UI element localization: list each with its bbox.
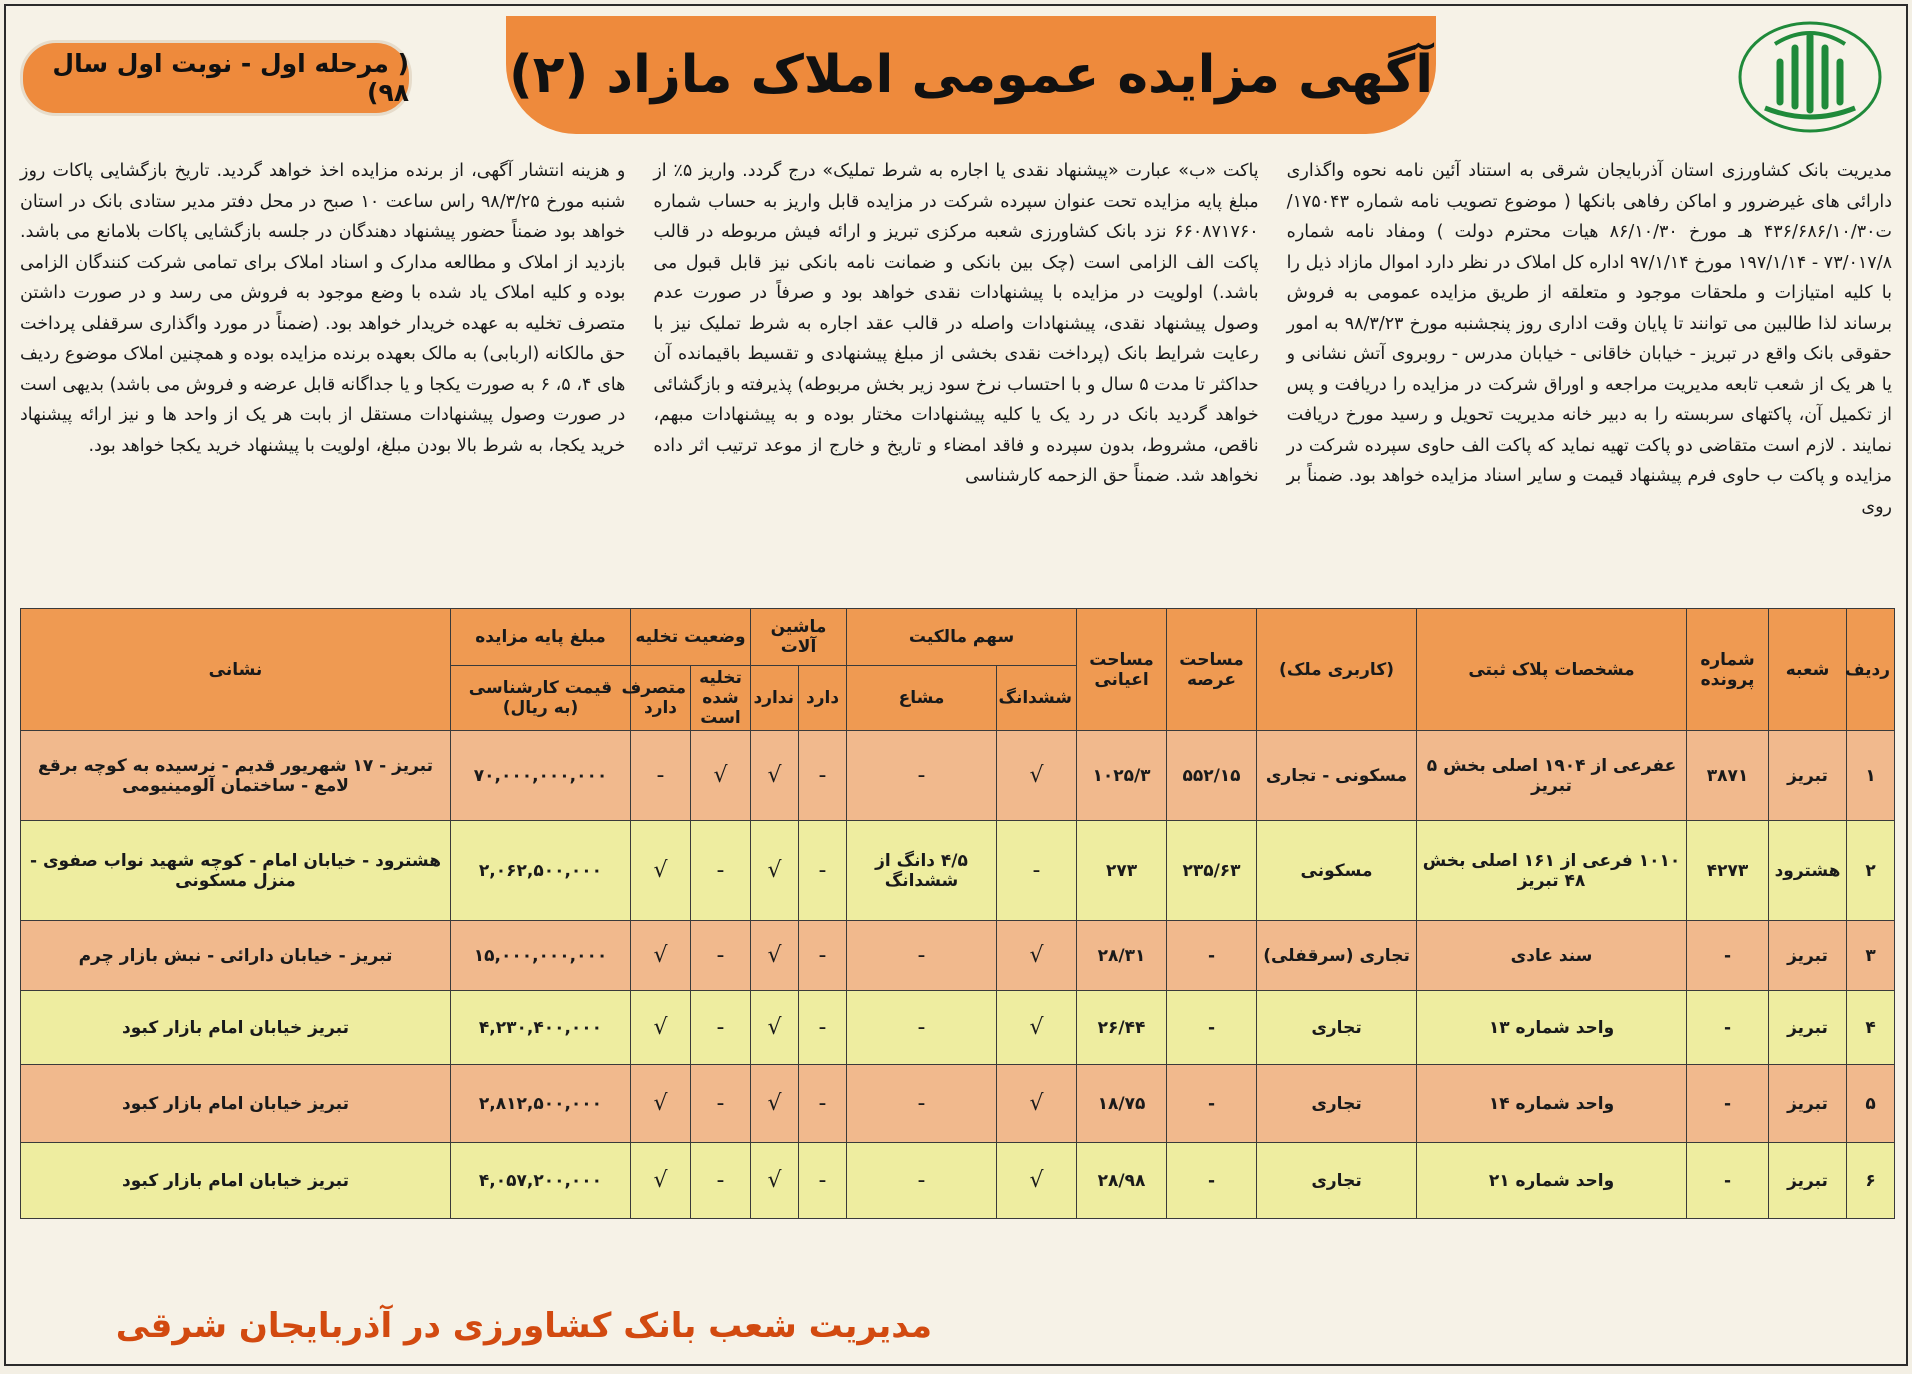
cell-karbari: تجاری	[1257, 1065, 1417, 1143]
cell-motasaref: -	[631, 731, 691, 821]
col-pelak: مشخصات پلاک ثبتی	[1417, 609, 1687, 731]
cell-shesh: √	[997, 731, 1077, 821]
cell-radif: ۱	[1847, 731, 1895, 821]
cell-darad: -	[799, 821, 847, 921]
col-mashin-darad: دارد	[799, 666, 847, 731]
table-row	[21, 1065, 1895, 1143]
col-mablagh: مبلغ پایه مزایده	[451, 609, 631, 666]
col-neshani: نشانی	[21, 609, 451, 731]
cell-parvande: ۳۸۷۱	[1687, 731, 1769, 821]
col-vaziat-motasaref: متصرف دارد	[631, 666, 691, 731]
header	[6, 6, 1906, 146]
cell-shobe: تبریز	[1769, 921, 1847, 991]
cell-pelak: عفرعی از ۱۹۰۴ اصلی بخش ۵ تبریز	[1417, 731, 1687, 821]
footer	[20, 1298, 1892, 1354]
cell-motasaref: √	[631, 1143, 691, 1219]
cell-nadarad: √	[751, 991, 799, 1065]
col-sahm-masha: مشاع	[847, 666, 997, 731]
cell-darad: -	[799, 731, 847, 821]
notice-title: آگهی مزایده عمومی املاک مازاد (۲)	[508, 45, 1434, 105]
col-vaziat-takhlie: تخلیه شده است	[691, 666, 751, 731]
cell-arse: -	[1167, 1065, 1257, 1143]
cell-ayani: ۱۰۲۵/۳	[1077, 731, 1167, 821]
auction-notice	[4, 4, 1908, 1366]
col-vaziat: وضعیت تخلیه	[631, 609, 751, 666]
cell-darad: -	[799, 1143, 847, 1219]
cell-ayani: ۲۶/۴۴	[1077, 991, 1167, 1065]
cell-motasaref: √	[631, 991, 691, 1065]
cell-shobe: هشترود	[1769, 821, 1847, 921]
cell-motasaref: √	[631, 1065, 691, 1143]
table-row	[21, 921, 1895, 991]
col-karbari: (کاربری ملک)	[1257, 609, 1417, 731]
cell-karbari: تجاری	[1257, 991, 1417, 1065]
col-radif: ردیف	[1847, 609, 1895, 731]
cell-shobe: تبریز	[1769, 991, 1847, 1065]
cell-mablagh: ۱۵,۰۰۰,۰۰۰,۰۰۰	[451, 921, 631, 991]
cell-radif: ۵	[1847, 1065, 1895, 1143]
cell-darad: -	[799, 921, 847, 991]
cell-shobe: تبریز	[1769, 1143, 1847, 1219]
cell-takhlie: -	[691, 1065, 751, 1143]
cell-parvande: -	[1687, 1143, 1769, 1219]
notice-body	[20, 156, 1892, 596]
body-column-1: مدیریت بانک کشاورزی استان آذربایجان شرقی به استناد آئین نامه نحوه واگذاری دارائی های غیرضرور و اماکن رفاهی بانکها ( موضوع تصویب نامه شماره ۱۷۵۰۴۳/ت۴۳۶/۶۸۶/۱۰/۳۰ هـ مورخ ۸۶/۱۰/۳۰ هیات محترم دولت ) ومفاد نامه شماره ۷۳/۰۱۷/۸ - ۱۹۷/۱/۱۴ مورخ ۹۷/۱/۱۴ اداره کل املاک در نظر دارد اموال مازاد ذیل را با کلیه امتیازات و ملحقات موجود و متعلقه از طریق مزایده عمومی به فروش برساند لذا طالبین می توانند تا پایان وقت اداری روز پنجشنبه مورخ ۹۸/۳/۲۳ به امور حقوقی بانک واقع در تبریز - خیابان خاقانی - خیابان مدرس - روبروی آتش نشانی و یا هر یک از شعب تابعه مدیریت مراجعه و اوراق شرکت در مزایده را دریافت و پس از تکمیل آن، پاکتهای سربسته را به دبیر خانه مدیریت تحویل و رسید مورخ دریافت نمایند . لازم است متقاضی دو پاکت تهیه نماید که پاکت الف حاوی سپرده شرکت در مزایده و پاکت ب حاوی فرم پیشنهاد قیمت و سایر اسناد مزایده خواهد بود. ضمناً بر روی	[1286, 161, 1892, 517]
cell-pelak: واحد شماره ۲۱	[1417, 1143, 1687, 1219]
table-row	[21, 731, 1895, 821]
stage-badge	[20, 40, 412, 116]
cell-karbari: تجاری	[1257, 1143, 1417, 1219]
cell-mablagh: ۲,۰۶۲,۵۰۰,۰۰۰	[451, 821, 631, 921]
cell-parvande: -	[1687, 991, 1769, 1065]
cell-shobe: تبریز	[1769, 731, 1847, 821]
cell-ayani: ۲۸/۹۸	[1077, 1143, 1167, 1219]
cell-ayani: ۲۷۳	[1077, 821, 1167, 921]
cell-ayani: ۱۸/۷۵	[1077, 1065, 1167, 1143]
col-arse: مساحت عرصه	[1167, 609, 1257, 731]
notice-title-banner	[506, 16, 1436, 134]
wheat-logo-icon	[1735, 18, 1885, 136]
cell-darad: -	[799, 1065, 847, 1143]
cell-takhlie: -	[691, 1143, 751, 1219]
cell-nadarad: √	[751, 1065, 799, 1143]
cell-neshani: تبریز خیابان امام بازار کبود	[21, 1143, 451, 1219]
cell-neshani: هشترود - خیابان امام - کوچه شهید نواب صفوی - منزل مسکونی	[21, 821, 451, 921]
cell-nadarad: √	[751, 821, 799, 921]
table-row	[21, 991, 1895, 1065]
cell-nadarad: √	[751, 921, 799, 991]
cell-parvande: -	[1687, 1065, 1769, 1143]
cell-radif: ۲	[1847, 821, 1895, 921]
col-sahm: سهم مالکیت	[847, 609, 1077, 666]
cell-arse: -	[1167, 921, 1257, 991]
cell-radif: ۴	[1847, 991, 1895, 1065]
cell-shesh: √	[997, 991, 1077, 1065]
cell-masha: -	[847, 1143, 997, 1219]
cell-shesh: √	[997, 921, 1077, 991]
col-mashin: ماشین آلات	[751, 609, 847, 666]
cell-nadarad: √	[751, 1143, 799, 1219]
cell-masha: -	[847, 991, 997, 1065]
table-row	[21, 821, 1895, 921]
cell-mablagh: ۴,۲۳۰,۴۰۰,۰۰۰	[451, 991, 631, 1065]
cell-shobe: تبریز	[1769, 1065, 1847, 1143]
cell-takhlie: √	[691, 731, 751, 821]
cell-pelak: ۱۰۱۰ فرعی از ۱۶۱ اصلی بخش ۴۸ تبریز	[1417, 821, 1687, 921]
cell-radif: ۳	[1847, 921, 1895, 991]
cell-mablagh: ۷۰,۰۰۰,۰۰۰,۰۰۰	[451, 731, 631, 821]
cell-mablagh: ۴,۰۵۷,۲۰۰,۰۰۰	[451, 1143, 631, 1219]
cell-karbari: مسکونی - تجاری	[1257, 731, 1417, 821]
cell-motasaref: √	[631, 821, 691, 921]
col-parvande: شماره پرونده	[1687, 609, 1769, 731]
cell-neshani: تبریز خیابان امام بازار کبود	[21, 991, 451, 1065]
col-mablagh-sub: قیمت کارشناسی (به ریال)	[451, 666, 631, 731]
cell-mablagh: ۲,۸۱۲,۵۰۰,۰۰۰	[451, 1065, 631, 1143]
properties-table	[20, 608, 1895, 1219]
cell-nadarad: √	[751, 731, 799, 821]
cell-takhlie: -	[691, 821, 751, 921]
col-mashin-nadarad: ندارد	[751, 666, 799, 731]
cell-shesh: -	[997, 821, 1077, 921]
cell-motasaref: √	[631, 921, 691, 991]
cell-pelak: واحد شماره ۱۳	[1417, 991, 1687, 1065]
cell-masha: -	[847, 1065, 997, 1143]
cell-karbari: مسکونی	[1257, 821, 1417, 921]
body-column-2: پاکت «ب» عبارت «پیشنهاد نقدی یا اجاره به شرط تملیک» درج گردد. واریز ۵٪ از مبلغ پایه مزایده تحت عنوان سپرده شرکت در مزایده قابل واریز به حساب شماره ۶۶۰۸۷۱۷۶۰ نزد بانک کشاورزی شعبه مرکزی تبریز و ارائه فیش مربوطه در قالب پاکت الف الزامی است (چک بین بانکی و ضمانت نامه بانکی نیز قابل قبول می باشد.) اولویت در مزایده با پیشنهادات نقدی خواهد بود و صرفاً در صورت عدم وصول پیشنهاد نقدی، پیشنهادات واصله در قالب عقد اجاره به شرط تملیک نیز با رعایت شرایط بانک (پرداخت نقدی بخشی از مبلغ پیشنهادی و تقسیط باقیمانده آن حداکثر تا مدت ۵ سال و با احتساب نرخ سود زیر بخش مربوطه) پذیرفته و بازگشائی خواهد گردید بانک در رد یک یا کلیه پیشنهادات مختار بوده و به پیشنهادات مبهم، ناقص، مشروط، بدون سپرده و فاقد امضاء و تاریخ و خارج از موعد ترتیب اثر داده نخواهد شد. ضمناً حق الزحمه کارشناسی	[653, 161, 1259, 486]
cell-takhlie: -	[691, 991, 751, 1065]
cell-shesh: √	[997, 1065, 1077, 1143]
cell-masha: -	[847, 731, 997, 821]
cell-ayani: ۲۸/۳۱	[1077, 921, 1167, 991]
table-row	[21, 1143, 1895, 1219]
col-sahm-shesh: ششدانگ	[997, 666, 1077, 731]
cell-parvande: -	[1687, 921, 1769, 991]
stage-label: ( مرحله اول - نوبت اول سال ۹۸)	[52, 49, 409, 107]
col-ayani: مساحت اعیانی	[1077, 609, 1167, 731]
body-column-3: و هزینه انتشار آگهی، از برنده مزایده اخذ خواهد گردید. تاریخ بازگشایی پاکات روز شنبه مورخ ۹۸/۳/۲۵ راس ساعت ۱۰ صبح در محل دفتر مدیر ستادی بانک در استان خواهد بود ضمناً حضور پیشنهاد دهندگان در جلسه بازگشایی پاکات بلامانع می باشد. بازدید از املاک و مطالعه مدارک و اسناد املاک برای تمامی شرکت کنندگان الزامی بوده و کلیه املاک یاد شده با وضع موجود به فروش می رسد و در صورت داشتن متصرف تخلیه به عهده خریدار خواهد بود. (ضمناً در مورد واگذاری سرقفلی پرداخت حق مالکانه (اربابی) به مالک بعهده برنده مزایده بوده و همچنین املاک موضوع ردیف های ۴، ۵، ۶ به صورت یکجا و یا جداگانه قابل عرضه و فروش می باشد) بدیهی است در صورت وصول پیشنهادات مستقل از بابت هر یک از واحد ها و نیز ارائه پیشنهاد خرید یکجا، به شرط بالا بودن مبلغ، اولویت با پیشنهاد خرید یکجا خواهد بود.	[20, 161, 626, 456]
footer-signature: مدیریت شعب بانک کشاورزی در آذربایجان شرقی	[115, 1306, 932, 1346]
cell-parvande: ۴۲۷۳	[1687, 821, 1769, 921]
cell-arse: ۲۳۵/۶۳	[1167, 821, 1257, 921]
cell-arse: ۵۵۲/۱۵	[1167, 731, 1257, 821]
cell-karbari: تجاری (سرقفلی)	[1257, 921, 1417, 991]
cell-shesh: √	[997, 1143, 1077, 1219]
cell-takhlie: -	[691, 921, 751, 991]
cell-neshani: تبریز - خیابان دارائی - نبش بازار چرم	[21, 921, 451, 991]
bank-logo	[1730, 16, 1890, 138]
cell-pelak: سند عادی	[1417, 921, 1687, 991]
cell-neshani: تبریز - ۱۷ شهریور قدیم - نرسیده به کوچه برقع لامع - ساختمان آلومینیومی	[21, 731, 451, 821]
cell-darad: -	[799, 991, 847, 1065]
cell-masha: ۴/۵ دانگ از ششدانگ	[847, 821, 997, 921]
col-shobe: شعبه	[1769, 609, 1847, 731]
cell-radif: ۶	[1847, 1143, 1895, 1219]
cell-arse: -	[1167, 1143, 1257, 1219]
cell-arse: -	[1167, 991, 1257, 1065]
cell-neshani: تبریز خیابان امام بازار کبود	[21, 1065, 451, 1143]
cell-pelak: واحد شماره ۱۴	[1417, 1065, 1687, 1143]
cell-masha: -	[847, 921, 997, 991]
